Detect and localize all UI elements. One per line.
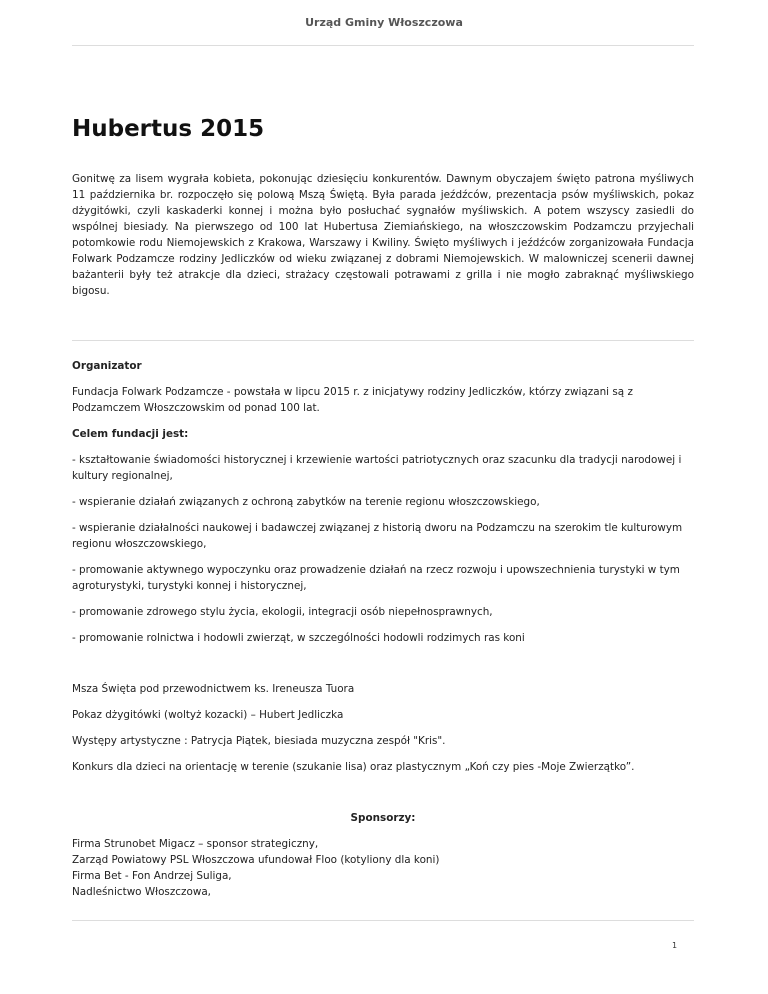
sponsor-item: Firma Bet - Fon Andrzej Suliga, <box>72 870 232 882</box>
program-item: Pokaz dżygitówki (woltyż kozacki) – Hubert Jedliczka <box>72 709 344 721</box>
article-title: Hubertus 2015 <box>72 116 265 142</box>
organizer-heading: Organizator <box>72 360 142 372</box>
page-number: 1 <box>672 941 678 950</box>
page-header-title: Urząd Gminy Włoszczowa <box>305 16 463 29</box>
sponsor-item: Zarząd Powiatowy PSL Włoszczowa ufundował Floo (kotyliony dla koni) <box>72 854 440 866</box>
goal-item: - kształtowanie świadomości historycznej i krzewienie wartości patriotycznych oraz szacunku dla tradycji narodowej i kultury regionalnej, <box>72 454 682 482</box>
sponsor-item: Firma Strunobet Migacz – sponsor strategiczny, <box>72 838 319 850</box>
goal-item: - promowanie rolnictwa i hodowli zwierząt, w szczególności hodowli rodzimych ras koni <box>72 632 525 644</box>
goal-item: - wspieranie działalności naukowej i badawczej związanej z historią dworu na Podzamczu na szerokim tle kulturowym regionu włoszczowskiego, <box>72 522 683 550</box>
footer-divider <box>72 920 694 921</box>
program-item: Msza Święta pod przewodnictwem ks. Ireneusza Tuora <box>72 683 355 695</box>
goal-item: - promowanie aktywnego wypoczynku oraz prowadzenie działań na rzecz rozwoju i upowszechnienia turystyki w tym agroturystyki, turystyki konnej i historycznej, <box>72 564 680 592</box>
goals-heading: Celem fundacji jest: <box>72 428 189 440</box>
section-divider <box>72 340 694 341</box>
goal-item: - promowanie zdrowego stylu życia, ekologii, integracji osób niepełnosprawnych, <box>72 606 493 618</box>
sponsor-item: Nadleśnictwo Włoszczowa, <box>72 886 211 898</box>
program-item: Konkurs dla dzieci na orientację w terenie (szukanie lisa) oraz plastycznym „Koń czy pies -Moje Zwierzątko”. <box>72 761 635 773</box>
article-intro: Gonitwę za lisem wygrała kobieta, pokonując dziesięciu konkurentów. Dawnym obyczajem święto patrona myśliwych 11 października br. rozpoczęło się polową Mszą Świętą. Była parada jeźdźców, prezentacja psów myśliwskich, pokaz dżygitówki, czyli kaskaderki konnej i można było posłuchać sygnałów myśliwskich. A potem wszyscy zasiedli do wspólnej biesiady. Na pierwszego od 100 lat Hubertusa Ziemiańskiego, na włoszczowskim Podzamczu przyjechali potomkowie rodu Niemojewskich z Krakowa, Warszawy i Kwiliny. Święto myśliwych i jeźdźców zorganizowała Fundacja Folwark Podzamcze rodziny Jedliczków od wieku związanej z dobrami Niemojewskich. W malowniczej scenerii dawnej bażanterii były też atrakcje dla dzieci, strażacy częstowali potrawami z grilla i nie mogło zabraknąć myśliwskiego bigosu. <box>72 173 694 297</box>
organizer-description: Fundacja Folwark Podzamcze - powstała w lipcu 2015 r. z inicjatywy rodziny Jedliczków, którzy związani są z Podzamczem Włoszczowskim od ponad 100 lat. <box>72 386 633 414</box>
sponsors-heading: Sponsorzy: <box>350 812 416 824</box>
header-divider <box>72 45 694 46</box>
program-item: Występy artystyczne : Patrycja Piątek, biesiada muzyczna zespół "Kris". <box>72 735 446 747</box>
goal-item: - wspieranie działań związanych z ochroną zabytków na terenie regionu włoszczowskiego, <box>72 496 540 508</box>
